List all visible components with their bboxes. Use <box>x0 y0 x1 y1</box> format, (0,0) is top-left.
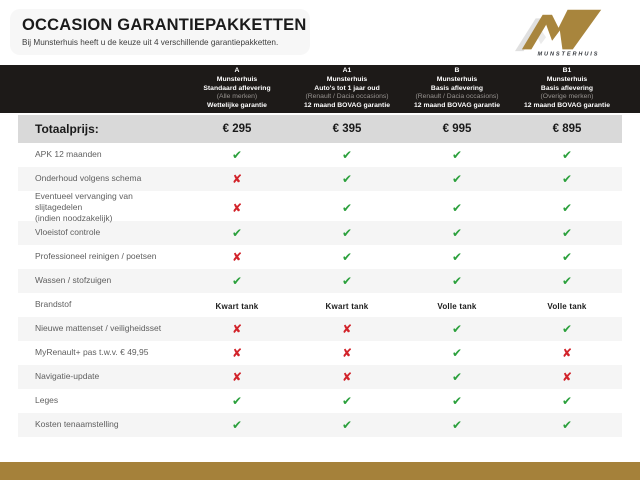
package-scope: (Renault / Dacia occasions) <box>305 93 389 101</box>
check-icon: ✔ <box>451 148 463 162</box>
value-cell <box>292 368 402 386</box>
check-icon: ✔ <box>341 226 353 240</box>
value-cell <box>402 224 512 242</box>
footer-accent-bar <box>0 462 640 480</box>
cell-text: Volle tank <box>437 302 477 311</box>
package-code: B <box>454 66 460 74</box>
row-label <box>18 275 182 286</box>
check-icon: ✔ <box>451 200 463 215</box>
table-row <box>18 413 622 437</box>
value-cell <box>182 368 292 386</box>
package-code: A <box>234 66 240 74</box>
cross-icon: ✘ <box>231 370 243 384</box>
package-price: € 895 <box>552 123 582 135</box>
check-icon: ✔ <box>341 418 353 432</box>
value-cell <box>512 416 622 434</box>
check-icon: ✔ <box>561 274 573 288</box>
value-cell <box>512 392 622 410</box>
table-row <box>18 293 622 317</box>
check-icon: ✔ <box>451 322 463 336</box>
cross-icon: ✘ <box>231 200 243 215</box>
value-cell <box>402 199 512 217</box>
package-price: € 995 <box>442 123 472 135</box>
row-label <box>18 227 182 238</box>
check-icon: ✔ <box>341 250 353 264</box>
package-warranty: 12 maand BOVAG garantie <box>524 102 610 110</box>
cross-icon: ✘ <box>341 322 353 336</box>
package-name: Basis aflevering <box>430 84 484 92</box>
package-brand: Munsterhuis <box>216 75 258 83</box>
check-icon: ✔ <box>561 250 573 264</box>
value-cell <box>512 224 622 242</box>
row-label-text: Eventueel vervanging van slijtagedelen <box>35 191 133 213</box>
check-icon: ✔ <box>451 250 463 264</box>
value-cell <box>402 296 512 314</box>
header-card <box>10 9 310 55</box>
row-label <box>18 395 182 406</box>
package-brand: Munsterhuis <box>546 75 588 83</box>
table-row <box>18 191 622 224</box>
cross-icon: ✘ <box>561 346 573 360</box>
package-price: € 395 <box>332 123 362 135</box>
value-cell <box>512 199 622 217</box>
row-label <box>18 299 182 310</box>
row-label <box>18 371 182 382</box>
row-label <box>18 149 182 160</box>
value-cell <box>292 272 402 290</box>
table-row <box>18 317 622 341</box>
check-icon: ✔ <box>561 394 573 408</box>
value-cell <box>182 272 292 290</box>
table-row <box>18 389 622 413</box>
value-cell <box>512 272 622 290</box>
price-row <box>18 115 622 143</box>
cell-text: Kwart tank <box>215 302 259 311</box>
value-cell <box>512 344 622 362</box>
value-cell <box>292 392 402 410</box>
value-cell <box>402 344 512 362</box>
check-icon: ✔ <box>341 394 353 408</box>
check-icon: ✔ <box>451 226 463 240</box>
package-price: € 295 <box>222 123 252 135</box>
comparison-table <box>18 115 622 437</box>
check-icon: ✔ <box>341 172 353 186</box>
page-subtitle: Bij Munsterhuis heeft u de keuze uit 4 verschillende garantiepakketten. <box>22 38 279 47</box>
cross-icon: ✘ <box>231 172 243 186</box>
value-cell <box>292 146 402 164</box>
value-cell <box>182 296 292 314</box>
value-cell <box>182 248 292 266</box>
value-cell <box>292 296 402 314</box>
value-cell <box>182 392 292 410</box>
package-code: A1 <box>342 66 352 74</box>
package-header <box>292 67 402 111</box>
row-label <box>18 173 182 184</box>
check-icon: ✔ <box>231 418 243 432</box>
value-cell <box>402 146 512 164</box>
check-icon: ✔ <box>451 274 463 288</box>
cross-icon: ✘ <box>341 346 353 360</box>
value-cell <box>402 392 512 410</box>
package-warranty: Wettelijke garantie <box>207 102 267 110</box>
row-label <box>18 323 182 334</box>
table-row <box>18 245 622 269</box>
package-scope: (Alle merken) <box>216 93 258 101</box>
value-cell <box>292 199 402 217</box>
value-cell <box>402 320 512 338</box>
package-header <box>402 67 512 111</box>
check-icon: ✔ <box>561 418 573 432</box>
value-cell <box>512 368 622 386</box>
value-cell <box>402 170 512 188</box>
check-icon: ✔ <box>561 322 573 336</box>
package-warranty: 12 maand BOVAG garantie <box>414 102 500 110</box>
check-icon: ✔ <box>451 346 463 360</box>
value-cell <box>292 170 402 188</box>
value-cell <box>402 248 512 266</box>
check-icon: ✔ <box>231 274 243 288</box>
check-icon: ✔ <box>451 172 463 186</box>
value-cell <box>402 416 512 434</box>
check-icon: ✔ <box>451 370 463 384</box>
check-icon: ✔ <box>451 418 463 432</box>
value-cell <box>402 368 512 386</box>
table-row <box>18 167 622 191</box>
munsterhuis-logo-icon <box>506 8 624 58</box>
value-cell <box>292 248 402 266</box>
row-label-text: Wassen / stofzuigen <box>35 275 112 286</box>
package-brand: Munsterhuis <box>436 75 478 83</box>
row-label-text: Onderhoud volgens schema <box>35 173 142 184</box>
check-icon: ✔ <box>561 200 573 215</box>
value-cell <box>182 170 292 188</box>
value-cell <box>182 416 292 434</box>
row-label-text: Leges <box>35 395 59 406</box>
row-label <box>18 347 182 358</box>
value-cell <box>292 344 402 362</box>
cross-icon: ✘ <box>341 370 353 384</box>
row-label-text-2: (indien noodzakelijk) <box>35 213 113 224</box>
check-icon: ✔ <box>231 148 243 162</box>
check-icon: ✔ <box>451 394 463 408</box>
package-header-bar <box>0 65 640 113</box>
package-name: Basis aflevering <box>540 84 594 92</box>
row-label-text: APK 12 maanden <box>35 149 102 160</box>
package-name: Standaard aflevering <box>203 84 271 92</box>
check-icon: ✔ <box>561 172 573 186</box>
value-cell <box>182 146 292 164</box>
cross-icon: ✘ <box>231 322 243 336</box>
table-row <box>18 341 622 365</box>
value-cell <box>402 272 512 290</box>
table-row <box>18 143 622 167</box>
price-row-label: Totaalprijs: <box>35 122 99 136</box>
check-icon: ✔ <box>341 274 353 288</box>
package-warranty: 12 maand BOVAG garantie <box>304 102 390 110</box>
cell-text: Kwart tank <box>325 302 369 311</box>
check-icon: ✔ <box>341 200 353 215</box>
package-name: Auto's tot 1 jaar oud <box>314 84 380 92</box>
package-header <box>182 67 292 111</box>
value-cell <box>292 320 402 338</box>
row-label-text: Kosten tenaamstelling <box>35 419 119 430</box>
package-scope: (Overige merken) <box>540 93 594 101</box>
check-icon: ✔ <box>341 148 353 162</box>
value-cell <box>512 296 622 314</box>
value-cell <box>292 224 402 242</box>
row-label-text: Vloeistof controle <box>35 227 101 238</box>
check-icon: ✔ <box>561 148 573 162</box>
logo-brand-text: MUNSTERHUIS <box>537 51 600 58</box>
row-label-text: Nieuwe mattenset / veiligheidsset <box>35 323 162 334</box>
package-code: B1 <box>562 66 572 74</box>
cross-icon: ✘ <box>231 250 243 264</box>
row-label <box>18 419 182 430</box>
package-header <box>512 67 622 111</box>
row-label-text: MyRenault+ pas t.w.v. € 49,95 <box>35 347 149 358</box>
value-cell <box>512 320 622 338</box>
package-brand: Munsterhuis <box>326 75 368 83</box>
row-label-text: Navigatie-update <box>35 371 100 382</box>
cell-text: Volle tank <box>547 302 587 311</box>
value-cell <box>292 416 402 434</box>
value-cell <box>182 224 292 242</box>
value-cell <box>182 199 292 217</box>
row-label-text: Professioneel reinigen / poetsen <box>35 251 157 262</box>
value-cell <box>182 344 292 362</box>
table-row <box>18 269 622 293</box>
cross-icon: ✘ <box>231 346 243 360</box>
row-label <box>18 191 182 224</box>
check-icon: ✔ <box>231 226 243 240</box>
cross-icon: ✘ <box>561 370 573 384</box>
row-label <box>18 251 182 262</box>
row-label-text: Brandstof <box>35 299 72 310</box>
table-row <box>18 221 622 245</box>
value-cell <box>512 170 622 188</box>
check-icon: ✔ <box>561 226 573 240</box>
package-scope: (Renault / Dacia occasions) <box>415 93 499 101</box>
value-cell <box>512 248 622 266</box>
check-icon: ✔ <box>231 394 243 408</box>
table-row <box>18 365 622 389</box>
value-cell <box>182 320 292 338</box>
value-cell <box>512 146 622 164</box>
page-title: OCCASION GARANTIEPAKKETTEN <box>22 16 307 34</box>
